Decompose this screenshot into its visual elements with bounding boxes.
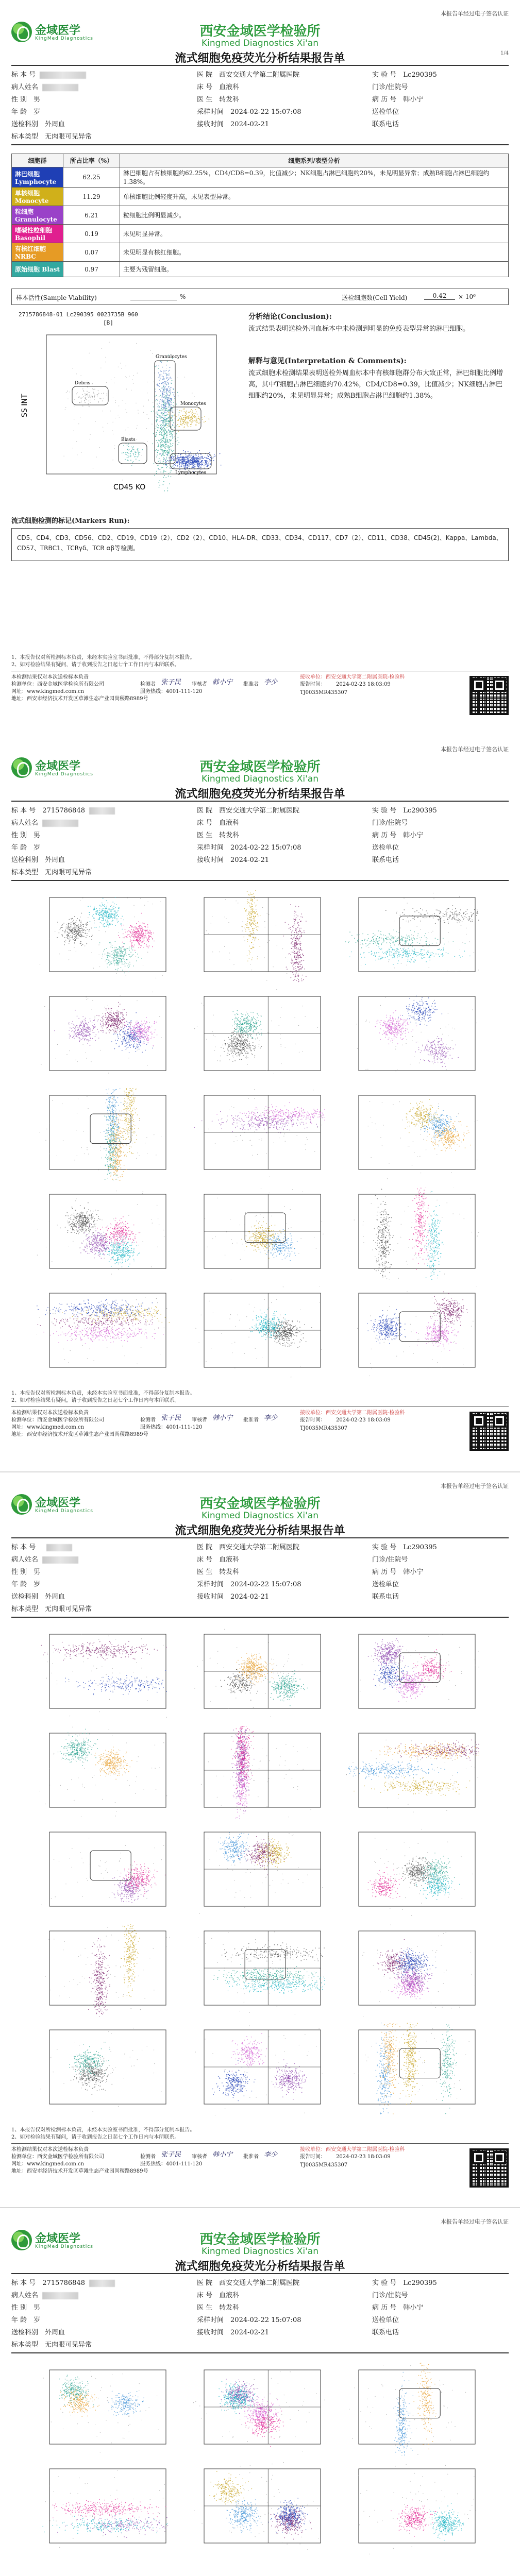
flow-plot [345, 1726, 479, 1819]
flow-plot [345, 890, 479, 983]
qr-code-icon [469, 2148, 509, 2188]
footer-text: 本检测结果仅对本次送检标本负责 [11, 1410, 89, 1416]
lab-name-cn: 西安金域医学检验所 [0, 756, 520, 775]
report-time-label: 报告时间： [300, 2154, 326, 2160]
cell-population-table [11, 154, 509, 277]
logo-subtext: KingMed Diagnostics [35, 1509, 93, 1514]
report-time: 2024-02-23 18:03:09 [336, 681, 391, 688]
flow-plot-svg [36, 1726, 170, 1819]
flow-plot-svg [345, 989, 479, 1082]
flow-plot-svg [191, 2363, 325, 2455]
signature-note: 本报告单经过电子签名认证 [441, 745, 509, 753]
flow-plot [191, 2363, 325, 2455]
signature-area [11, 1410, 463, 1437]
population-name: 嗜碱性粒细胞 Basophil [12, 225, 63, 243]
flow-plot-svg [36, 989, 170, 1082]
flow-plot [345, 1286, 479, 1379]
gate-label: Granulocytes [156, 354, 187, 360]
lab-name-en: Kingmed Diagnostics Xi'an [0, 38, 520, 48]
flow-plot-svg [191, 989, 325, 1082]
flow-plot-svg [36, 2023, 170, 2115]
flow-plot [345, 1088, 479, 1181]
flow-plot [36, 1627, 170, 1720]
flow-plot [36, 2023, 170, 2115]
receive-unit: 接收单位：西安交通大学第二附属医院-检验科 [300, 1410, 405, 1416]
qr-code-icon [469, 676, 509, 715]
population-percent: 11.29 [63, 188, 120, 206]
report-title: 流式细胞免疫荧光分析结果报告单 [0, 785, 520, 801]
table-header-phenotype: 细胞系列/表型分析 [120, 154, 509, 167]
report-title: 流式细胞免疫荧光分析结果报告单 [0, 2258, 520, 2274]
report-page-1 [0, 0, 520, 736]
flow-plot [36, 1187, 170, 1280]
population-description: 主要为残留细胞。 [120, 262, 509, 277]
footer-text: 审核者 [192, 1417, 207, 1423]
flow-plot-svg [191, 1726, 325, 1819]
report-time: 2024-02-23 18:03:09 [336, 1417, 391, 1423]
patient-info: 标 本 号 医 院 西安交通大学第二附属医院 实 验 号 Lc290395 病人姓名 床 号 血液科 门诊/住院号 性 别 男 医 生 转发科 病 历 号 韩小宁 年 龄 岁 采样时间 2024-02-22 15:07:08 送检单位 送检科别 外周血 接收时间 2024-02-21 联系电话 标本类型 无肉眼可见异常 [11, 65, 509, 145]
flow-plot-svg [36, 1825, 170, 1918]
flow-plot [191, 890, 325, 983]
tester-signature: 张子民 [161, 1415, 181, 1421]
note-2: 2、如对检验结果有疑问，请于收到报告之日起七个工作日内与本所联系。 [11, 2134, 195, 2141]
flow-plot-svg [345, 1627, 479, 1720]
population-description: 淋巴细胞占有核细胞约62.25%，CD4/CD8=0.39，比值减少；NK细胞占淋巴细胞约20%，未见明显异常；成熟B细胞占淋巴细胞约1.38%。 [120, 167, 509, 188]
approver-signature: 李少 [264, 679, 277, 686]
interpretation-text: 流式细胞术检测结果表明送检外周血标本中有核细胞群分布大致正常，淋巴细胞比例增高，其中T细胞占淋巴细胞约70.42%，CD4/CD8=0.39，比值减少；NK细胞占淋巴细胞约20%，未见明显异常；成熟B细胞占淋巴细胞约1.38%。 [248, 368, 506, 402]
flow-plot [36, 1924, 170, 2016]
markers-text: CD5、CD4、CD3、CD56、CD2、CD19、CD19（2）、CD2（2）、CD10、HLA-DR、CD33、CD34、CD117、CD7（2）、CD11、CD38、CD45(2)、Kappa、Lambda、CD57、TRBC1、TCRγδ、TCR αβ等检测。 [11, 528, 509, 561]
report-time-label: 报告时间： [300, 681, 326, 688]
flow-plot-svg [345, 2462, 479, 2554]
conclusion-text: 流式结果表明送检外周血标本中未检测到明显的免疫表型异常的淋巴细胞。 [248, 324, 506, 335]
flow-plot-svg [36, 890, 170, 983]
flow-plot-svg [36, 2462, 170, 2554]
flow-plot-svg [191, 2462, 325, 2554]
table-row [12, 188, 509, 206]
reviewer-signature: 韩小宁 [212, 2151, 232, 2158]
flow-plot [191, 1088, 325, 1181]
footer-text: 检测单位：西安金域医学检验所有限公司 [11, 681, 104, 688]
flow-plot-svg [191, 1286, 325, 1379]
population-description: 单核细胞比例轻度升高，未见表型异常。 [120, 188, 509, 206]
population-name: 原始细胞 Blast [12, 262, 63, 277]
notes [11, 1390, 195, 1404]
approver-signature: 李少 [264, 1415, 277, 1421]
lab-name-cn: 西安金域医学检验所 [0, 21, 520, 40]
gate-label: Monocytes [180, 401, 206, 406]
flow-plot [36, 1088, 170, 1181]
flow-plot [191, 2462, 325, 2554]
flow-plot [345, 2363, 479, 2455]
flow-plot [191, 1187, 325, 1280]
population-percent: 0.97 [63, 262, 120, 277]
lab-name-cn: 西安金域医学检验所 [0, 2229, 520, 2248]
flow-plot-svg [345, 2023, 479, 2115]
gate-label: Debris [75, 381, 90, 386]
receive-unit: 接收单位：西安交通大学第二附属医院-检验科 [300, 674, 405, 681]
logo-text: 金域医学 [35, 757, 80, 773]
report-no: TJ0035MR435307 [300, 2162, 347, 2168]
signature-area [11, 2146, 463, 2174]
markers-title: 流式细胞检测的标记(Markers Run): [11, 515, 509, 525]
flow-plot [345, 989, 479, 1082]
flow-plot-svg [345, 1924, 479, 2016]
y-axis-label: SS INT [21, 394, 29, 417]
flow-plot [345, 1924, 479, 2016]
note-1: 1、本报告仅对所检测标本负责，未经本实验室书面批准，不得部分复制本报告。 [11, 1390, 195, 1397]
flow-plot-svg [191, 1825, 325, 1918]
tester-signature: 张子民 [161, 2151, 181, 2158]
signature-note: 本报告单经过电子签名认证 [441, 2217, 509, 2226]
report-page-3 [0, 1471, 520, 2207]
note-1: 1、本报告仅对所检测标本负责，未经本实验室书面批准，不得部分复制本报告。 [11, 2127, 195, 2134]
lab-name-en: Kingmed Diagnostics Xi'an [0, 1511, 520, 1521]
population-percent: 0.07 [63, 243, 120, 262]
cell-yield-value: 0.42 [424, 292, 455, 300]
footer-text: 网址：www.kingmed.com.cn [11, 2161, 84, 2167]
report-title: 流式细胞免疫荧光分析结果报告单 [0, 49, 520, 65]
footer-text: 检测者 [140, 2154, 156, 2160]
viability-value [130, 293, 177, 300]
cd45-ssc-svg [15, 330, 232, 500]
cell-yield-unit: × 10⁶ [458, 293, 476, 300]
sample-tube: [B] [103, 319, 113, 326]
flow-plot-svg [36, 2363, 170, 2455]
markers-block [11, 515, 509, 561]
lab-name-cn: 西安金域医学检验所 [0, 1493, 520, 1512]
logo-text: 金域医学 [35, 2230, 80, 2246]
conclusion-block [248, 311, 506, 402]
receive-unit: 接收单位：西安交通大学第二附属医院-检验科 [300, 2146, 405, 2153]
gate-label: Blasts [121, 437, 136, 443]
patient-info: 标 本 号 医 院 西安交通大学第二附属医院 实 验 号 Lc290395 病人姓名 床 号 血液科 门诊/住院号 性 别 男 医 生 转发科 病 历 号 韩小宁 年 龄 岁 采样时间 2024-02-22 15:07:08 送检单位 送检科别 外周血 接收时间 2024-02-21 联系电话 标本类型 无肉眼可见异常 [11, 1537, 509, 1618]
footer-text: 地址：西安市经济技术开发区草滩生态产业园尚稷路8989号 [11, 2168, 148, 2175]
report-page-2 [0, 736, 520, 1471]
approver-signature: 李少 [264, 2151, 277, 2158]
flow-plot [36, 2462, 170, 2554]
footer-text: 审核者 [192, 2154, 207, 2160]
flow-plot [191, 1924, 325, 2016]
lab-name-en: Kingmed Diagnostics Xi'an [0, 2246, 520, 2257]
flow-plot-svg [191, 1187, 325, 1280]
flow-plot-svg [345, 1187, 479, 1280]
flow-plot-svg [36, 1286, 170, 1379]
footer-text: 检测单位：西安金域医学检验所有限公司 [11, 1417, 104, 1423]
table-row [12, 262, 509, 277]
footer-text: 网址：www.kingmed.com.cn [11, 1424, 84, 1431]
viability-unit: % [180, 293, 186, 300]
lab-name-en: Kingmed Diagnostics Xi'an [0, 774, 520, 784]
gate-label: Lymphocytes [175, 470, 206, 476]
conclusion-title: 分析结论(Conclusion): [248, 311, 506, 323]
table-row [12, 167, 509, 188]
flow-plot-svg [191, 1088, 325, 1181]
sample-viability-row [11, 289, 509, 305]
population-name: 有核红细胞 NRBC [12, 243, 63, 262]
footer-text: 网址：www.kingmed.com.cn [11, 688, 84, 695]
report-time: 2024-02-23 18:03:09 [336, 2154, 391, 2160]
table-header-population: 细胞群 [12, 154, 63, 167]
footer-text: 本检测结果仅对本次送检标本负责 [11, 2146, 89, 2153]
footer-text: 审核者 [192, 681, 207, 688]
footer-text: 批准者 [243, 1417, 259, 1423]
logo-subtext: KingMed Diagnostics [35, 36, 93, 41]
population-name: 粒细胞 Granulocyte [12, 206, 63, 225]
logo-subtext: KingMed Diagnostics [35, 772, 93, 777]
flow-plot [36, 1825, 170, 1918]
population-percent: 62.25 [63, 167, 120, 188]
flow-plot-svg [345, 1825, 479, 1918]
flow-plot [36, 890, 170, 983]
footer-text: 服务热线：4001-111-120 [140, 688, 202, 695]
table-row [12, 206, 509, 225]
flow-plot [191, 1286, 325, 1379]
footer-text: 本检测结果仅对本次送检标本负责 [11, 674, 89, 681]
flow-plot [345, 1825, 479, 1918]
flow-plot [36, 989, 170, 1082]
logo-text: 金域医学 [35, 1494, 80, 1510]
flow-plot [191, 989, 325, 1082]
note-2: 2、如对检验结果有疑问，请于收到报告之日起七个工作日内与本所联系。 [11, 1397, 195, 1404]
flow-plot-svg [36, 1924, 170, 2016]
page-counter: 1/4 [500, 50, 509, 56]
report-page-4 [0, 2207, 520, 2576]
flow-plot [345, 1187, 479, 1280]
flow-plot-svg [191, 2023, 325, 2115]
patient-info: 标 本 号 2715786848 医 院 西安交通大学第二附属医院 实 验 号 Lc290395 病人姓名 床 号 血液科 门诊/住院号 性 别 男 医 生 转发科 病 历 号 韩小宁 年 龄 岁 采样时间 2024-02-22 15:07:08 送检单位 送检科别 外周血 接收时间 2024-02-21 联系电话 标本类型 无肉眼可见异常 [11, 2273, 509, 2353]
flow-plot [36, 2363, 170, 2455]
flow-plot [191, 1627, 325, 1720]
flow-plot [345, 1627, 479, 1720]
logo-text: 金域医学 [35, 22, 80, 38]
footer-text: 检测单位：西安金域医学检验所有限公司 [11, 2154, 104, 2160]
flow-plot-svg [191, 1627, 325, 1720]
interpretation-title: 解释与意见(Interpretation & Comments): [248, 355, 506, 367]
table-row [12, 225, 509, 243]
flow-plot-svg [36, 1088, 170, 1181]
population-percent: 6.21 [63, 206, 120, 225]
flow-plot [345, 2462, 479, 2554]
notes [11, 654, 195, 669]
footer-text: 服务热线：4001-111-120 [140, 2161, 202, 2167]
reviewer-signature: 韩小宁 [212, 1415, 232, 1421]
population-description: 粒细胞比例明显减少。 [120, 206, 509, 225]
flow-plot-svg [345, 890, 479, 983]
signature-note: 本报告单经过电子签名认证 [441, 1482, 509, 1490]
patient-info: 标 本 号 2715786848 医 院 西安交通大学第二附属医院 实 验 号 Lc290395 病人姓名 床 号 血液科 门诊/住院号 性 别 男 医 生 转发科 病 历 号 韩小宁 年 龄 岁 采样时间 2024-02-22 15:07:08 送检单位 送检科别 外周血 接收时间 2024-02-21 联系电话 标本类型 无肉眼可见异常 [11, 801, 509, 881]
flow-plot-svg [345, 1088, 479, 1181]
population-description: 未见明显异常。 [120, 225, 509, 243]
flow-plot [36, 1286, 170, 1379]
flow-plot-svg [36, 1627, 170, 1720]
population-percent: 0.19 [63, 225, 120, 243]
report-no: TJ0035MR435307 [300, 1425, 347, 1432]
flow-plot [191, 1825, 325, 1918]
sample-ids: 2715786848-01 Lc290395 0023735B 960 [19, 311, 138, 318]
table-header-percent: 所占比率（%） [63, 154, 120, 167]
x-axis-label: CD45 KO [113, 483, 145, 492]
population-name: 淋巴细胞 Lymphocyte [12, 167, 63, 188]
footer-text: 检测者 [140, 1417, 156, 1423]
report-title: 流式细胞免疫荧光分析结果报告单 [0, 1522, 520, 1538]
flow-plot [191, 2023, 325, 2115]
footer-text: 地址：西安市经济技术开发区草滩生态产业园尚稷路8989号 [11, 1431, 148, 1438]
flow-plot-svg [345, 1286, 479, 1379]
qr-code-icon [469, 1412, 509, 1451]
flow-plot [345, 2023, 479, 2115]
cell-yield-label: 送检细胞数(Cell Yield) [342, 293, 407, 302]
flow-plot-svg [191, 890, 325, 983]
note-2: 2、如对检验结果有疑问，请于收到报告之日起七个工作日内与本所联系。 [11, 662, 195, 669]
reviewer-signature: 韩小宁 [212, 679, 232, 686]
report-time-label: 报告时间： [300, 1417, 326, 1423]
note-1: 1、本报告仅对所检测标本负责，未经本实验室书面批准，不得部分复制本报告。 [11, 654, 195, 662]
footer-text: 地址：西安市经济技术开发区草滩生态产业园尚稷路8989号 [11, 696, 148, 702]
table-row [12, 243, 509, 262]
footer-text: 批准者 [243, 2154, 259, 2160]
cd45-ssc-scatter [15, 330, 232, 500]
flow-plot-svg [345, 2363, 479, 2455]
logo-subtext: KingMed Diagnostics [35, 2244, 93, 2249]
tester-signature: 张子民 [161, 679, 181, 686]
signature-area [11, 674, 463, 702]
population-description: 未见明显有核红细胞。 [120, 243, 509, 262]
footer-text: 检测者 [140, 681, 156, 688]
footer-text: 服务热线：4001-111-120 [140, 1424, 202, 1431]
viability-label: 样本活性(Sample Viability) [16, 293, 97, 302]
notes [11, 2127, 195, 2141]
flow-plot [191, 1726, 325, 1819]
flow-plot-svg [36, 1187, 170, 1280]
flow-plot [36, 1726, 170, 1819]
report-no: TJ0035MR435307 [300, 689, 347, 696]
flow-plot-svg [191, 1924, 325, 2016]
footer-text: 批准者 [243, 681, 259, 688]
population-name: 单核细胞 Monocyte [12, 188, 63, 206]
flow-plot-svg [345, 1726, 479, 1819]
signature-note: 本报告单经过电子签名认证 [441, 9, 509, 18]
